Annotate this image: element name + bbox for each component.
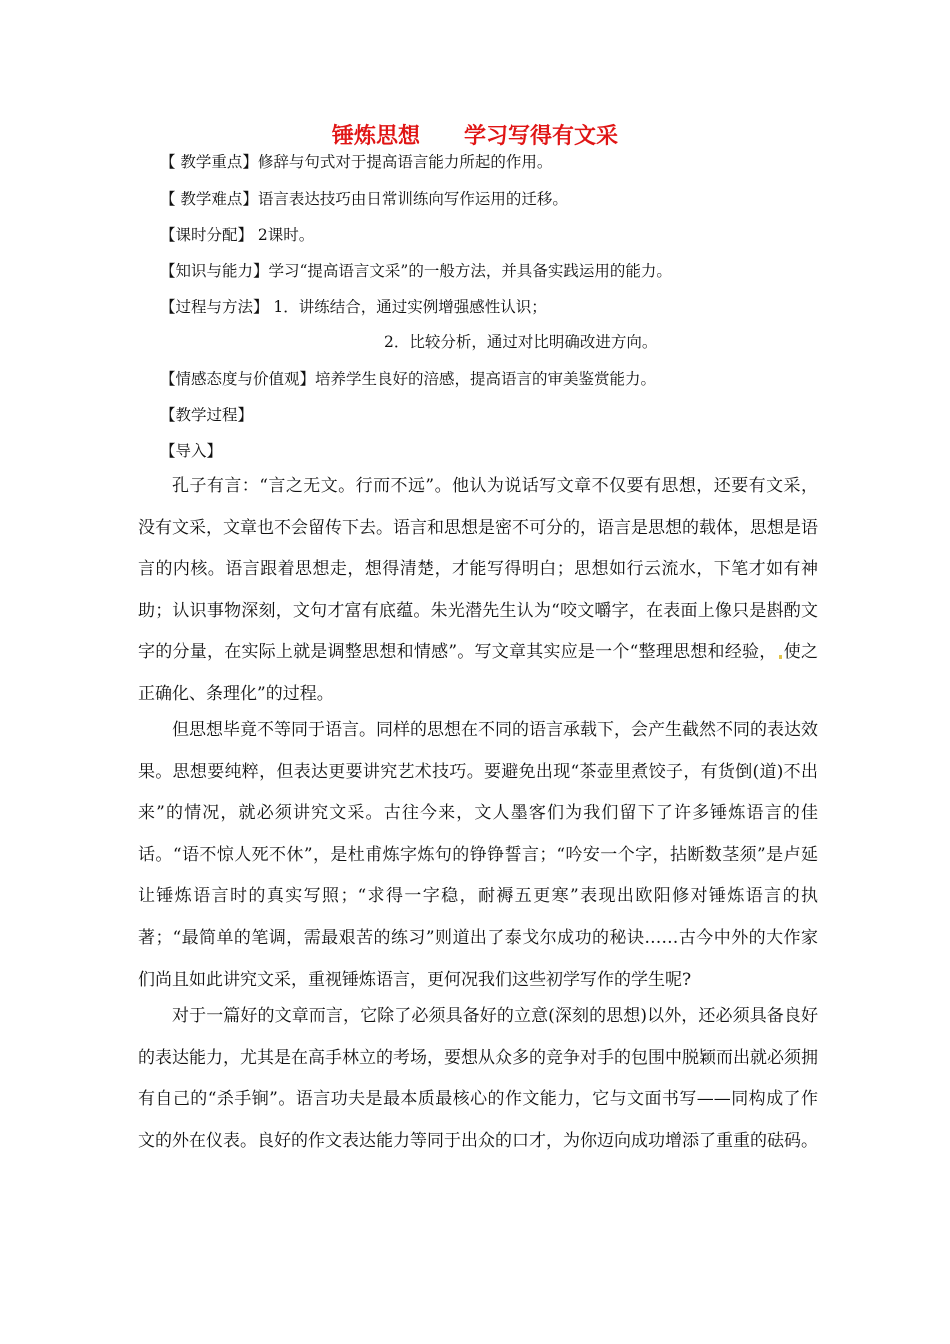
paragraph-1-text: 孔子有言：“言之无文。行而不远”。他认为说话写文章不仅要有思想，还要有文采，没有文采，文章也不会留传下去。语言和思想是密不可分的，语言是思想的载体，思想是语言的内核。语言跟着思想走，想得清楚，才能写得明白；思想如行云流水，下笔才如有神助；认识事物深刻，文句才富有底蕴。朱光潜先生认为“咬文嚼字，在表面上像只是斟酌文字的分量，在实际上就是调整思想和情感”。写文章其实应是一个“整理思想和经验， xyxy=(138,476,818,663)
emotion-values: 【情感态度与价值观】培养学生良好的涪感，提高语言的审美鉴赏能力。 xyxy=(160,370,657,388)
title-part-1: 锤炼思想 xyxy=(331,124,420,149)
knowledge-ability: 【知识与能力】学习“提高语言文采”的一般方法，并具备实践运用的能力。 xyxy=(160,262,672,280)
introduction-heading: 【导入】 xyxy=(160,442,223,460)
class-hours: 【课时分配】 2课时。 xyxy=(160,226,315,244)
title-part-2: 学习写得有文采 xyxy=(464,124,619,149)
process-method-2: 2．比较分析，通过对比明确改进方向。 xyxy=(384,333,658,351)
teaching-difficulty: 【 教学难点】语言表达技巧由日常训练向写作运用的迁移。 xyxy=(160,190,568,208)
paragraph-1-tail: 使之正确化、条理化”的过程。 xyxy=(138,642,818,704)
process-method-1: 【过程与方法】 1．讲练结合，通过实例增强感性认识； xyxy=(160,298,547,316)
paragraph-1 xyxy=(138,466,818,716)
paragraph-2: 但思想毕竟不等同于语言。同样的思想在不同的语言承载下，会产生截然不同的表达效果。思想要纯粹，但表达更要讲究艺术技巧。要避免出现“茶壶里煮饺子，有货倒(道)不出来”的情况，就必须讲究文采。古往今来，文人墨客们为我们留下了许多锤炼语言的佳话。“语不惊人死不休”，是杜甫炼字炼句的铮铮誓言；“吟安一个字，拈断数茎须”是卢延让锤炼语言时的真实写照；“求得一字稳，耐褥五更寒”表现出欧阳修对锤炼语言的执著；“最简单的笔调，需最艰苦的练习”则道出了泰戈尔成功的秘诀……古今中外的大作家们尚且如此讲究文采，重视锤炼语言，更何况我们这些初学写作的学生呢? xyxy=(138,720,818,990)
highlight-mark xyxy=(779,655,782,659)
teaching-procedure-heading: 【教学过程】 xyxy=(160,406,254,424)
document-title xyxy=(0,122,950,152)
paragraph-3: 对于一篇好的文章而言，它除了必须具备好的立意(深刻的思想)以外，还必须具备良好的表达能力，尤其是在高手林立的考场，要想从众多的竞争对手的包围中脱颖而出就必须拥有自己的“杀手锏”。语言功夫是最本质最核心的作文能力，它与文面书写——同构成了作文的外在仪表。良好的作文表达能力等同于出众的口才，为你迈向成功增添了重重的砝码。 xyxy=(138,1006,818,1151)
teaching-focus: 【 教学重点】修辞与句式对于提高语言能力所起的作用。 xyxy=(160,153,553,171)
